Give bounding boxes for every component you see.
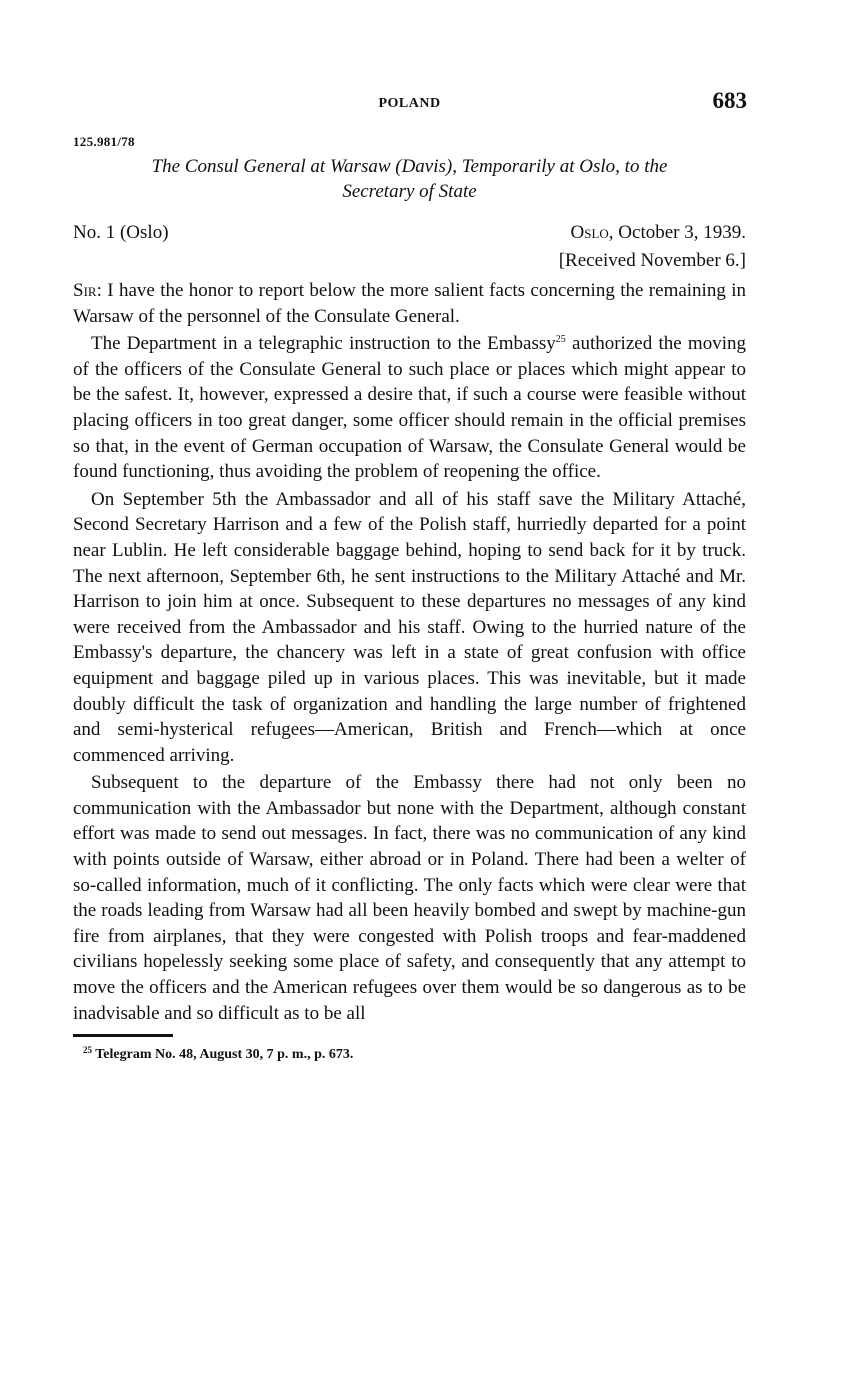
- page-number: 683: [712, 88, 747, 113]
- footnote-text: Telegram No. 48, August 30, 7 p. m., p. 673.: [92, 1047, 354, 1063]
- paragraph-3: On September 5th the Ambassador and all of his staff save the Military Attaché, Second Secretary Harrison and a few of the Polish staff, hurriedly departed for a point near Lublin. He left considerable baggage behind, hoping to send back for it by truck. The next afternoon, September 6th, he sent instructions to the Military Attaché and Mr. Harrison to join him at once. Subsequent to these departures no messages of any kind were received from the Ambassador and his staff. Owing to the hurried nature of the Embassy's departure, the chancery was left in a state of great confusion with office equipment and baggage piled up in various places. This was inevitable, but it made doubly difficult the task of organization and handling the large number of frightened and semi-hysterical refugees—American, British and French—which at once commenced arriving.: [73, 488, 746, 766]
- file-number: 125.981/78: [73, 134, 135, 149]
- footnote-mark: 25: [83, 1045, 92, 1056]
- dateline: [571, 222, 746, 244]
- paragraph-1: [73, 278, 746, 329]
- paragraph-2-text-b: authorized the moving of the officers of the Consulate General to such place or places which might appear to be the safest. It, however, expressed a desire that, if such a course were feasible without placing officers in too great danger, some officer should remain in the official premises so that, in the event of German occupation of Warsaw, the Consulate General would be found functioning, thus avoiding the problem of reopening the office.: [73, 333, 746, 483]
- footnote: [73, 1047, 746, 1063]
- document-page: [73, 88, 746, 1063]
- document-title: [73, 154, 746, 204]
- paragraph-1-text: : I have the honor to report below the more salient facts concerning the remaining in Warsaw of the personnel of the Consulate General.: [73, 280, 746, 327]
- received-date: [Received November 6.]: [558, 250, 746, 271]
- paragraph-2-text-a: The Department in a telegraphic instruction to the Embassy: [91, 333, 556, 355]
- footnote-reference: 25: [555, 334, 566, 346]
- document-number: No. 1 (Oslo): [73, 222, 169, 243]
- salutation: Sir: [73, 280, 97, 301]
- running-head: [73, 88, 746, 118]
- paragraph-2: [73, 331, 746, 485]
- title-line-1: The Consul General at Warsaw (Davis), Temporarily at Oslo, to the: [151, 156, 668, 177]
- section-title: POLAND: [378, 96, 441, 111]
- dateline-date: October 3, 1939.: [618, 222, 746, 243]
- document-meta: [73, 222, 746, 248]
- footnote-divider: [73, 1034, 173, 1037]
- title-line-2: Secretary of State: [342, 181, 477, 202]
- dateline-city: Oslo,: [570, 222, 614, 243]
- paragraph-4: Subsequent to the departure of the Embassy there had not only been no communication with the Ambassador but none with the Department, although constant effort was made to send out messages. In fact, there was no communication of any kind with points outside of Warsaw, either abroad or in Poland. There had been a welter of so-called information, much of it conflicting. The only facts which were clear were that the roads leading from Warsaw had all been heavily bombed and swept by machine-gun fire from airplanes, that they were congested with Polish troops and fear-maddened civilians hopelessly seeking some place of safety, and consequently that any attempt to move the officers and the American refugees over them would be so dangerous as to be inadvisable and so difficult as to be all: [73, 772, 746, 1024]
